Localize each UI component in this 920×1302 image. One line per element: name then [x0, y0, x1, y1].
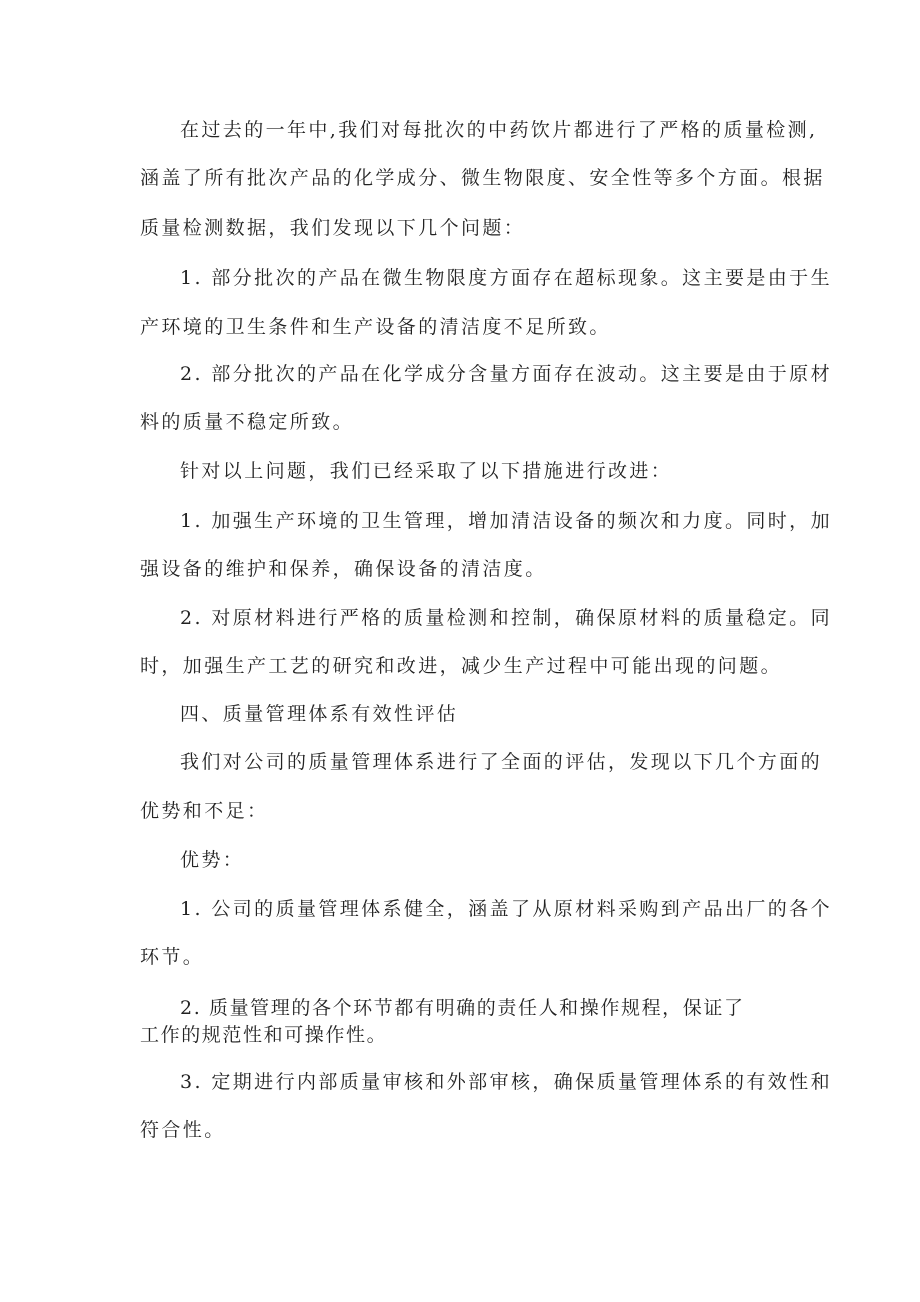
advantage-1-line-2: 环节。 — [140, 946, 205, 968]
issue-1-line-2: 产环境的卫生条件和生产设备的清洁度不足所致。 — [140, 316, 611, 338]
paragraph-line-3: 质量检测数据，我们发现以下几个问题： — [140, 217, 526, 239]
evaluation-line-2: 优势和不足： — [140, 800, 269, 822]
paragraph-line-2: 涵盖了所有批次产品的化学成分、微生物限度、安全性等多个方面。根据 — [140, 167, 825, 189]
measure-2-line-1: 2. 对原材料进行严格的质量检测和控制，确保原材料的质量稳定。同 — [180, 607, 832, 629]
measure-1-line-2: 强设备的维护和保养，确保设备的清洁度。 — [140, 558, 547, 580]
advantage-1-line-1: 1. 公司的质量管理体系健全，涵盖了从原材料采购到产品出厂的各个 — [180, 898, 832, 920]
measure-1-line-1: 1. 加强生产环境的卫生管理，增加清洁设备的频次和力度。同时，加 — [180, 510, 832, 532]
issue-1-line-1: 1. 部分批次的产品在微生物限度方面存在超标现象。这主要是由于生 — [180, 267, 832, 289]
evaluation-line-1: 我们对公司的质量管理体系进行了全面的评估，发现以下几个方面的 — [180, 751, 823, 773]
advantage-2-line-1: 2. 质量管理的各个环节都有明确的责任人和操作规程，保证了 — [180, 997, 745, 1019]
issue-2-line-2: 料的质量不稳定所致。 — [140, 411, 355, 433]
issue-2-line-1: 2. 部分批次的产品在化学成分含量方面存在波动。这主要是由于原材 — [180, 363, 832, 385]
advantage-3-line-2: 符合性。 — [140, 1119, 226, 1141]
section-heading: 四、质量管理体系有效性评估 — [180, 703, 459, 725]
advantage-3-line-1: 3. 定期进行内部质量审核和外部审核，确保质量管理体系的有效性和 — [180, 1071, 832, 1093]
advantages-heading: 优势： — [180, 849, 245, 871]
advantage-2-line-2: 工作的规范性和可操作性。 — [140, 1024, 388, 1046]
paragraph-line-1: 在过去的一年中,我们对每批次的中药饮片都进行了严格的质量检测, — [180, 119, 818, 141]
measure-2-line-2: 时，加强生产工艺的研究和改进，减少生产过程中可能出现的问题。 — [140, 655, 783, 677]
measures-intro: 针对以上问题，我们已经采取了以下措施进行改进： — [180, 460, 673, 482]
